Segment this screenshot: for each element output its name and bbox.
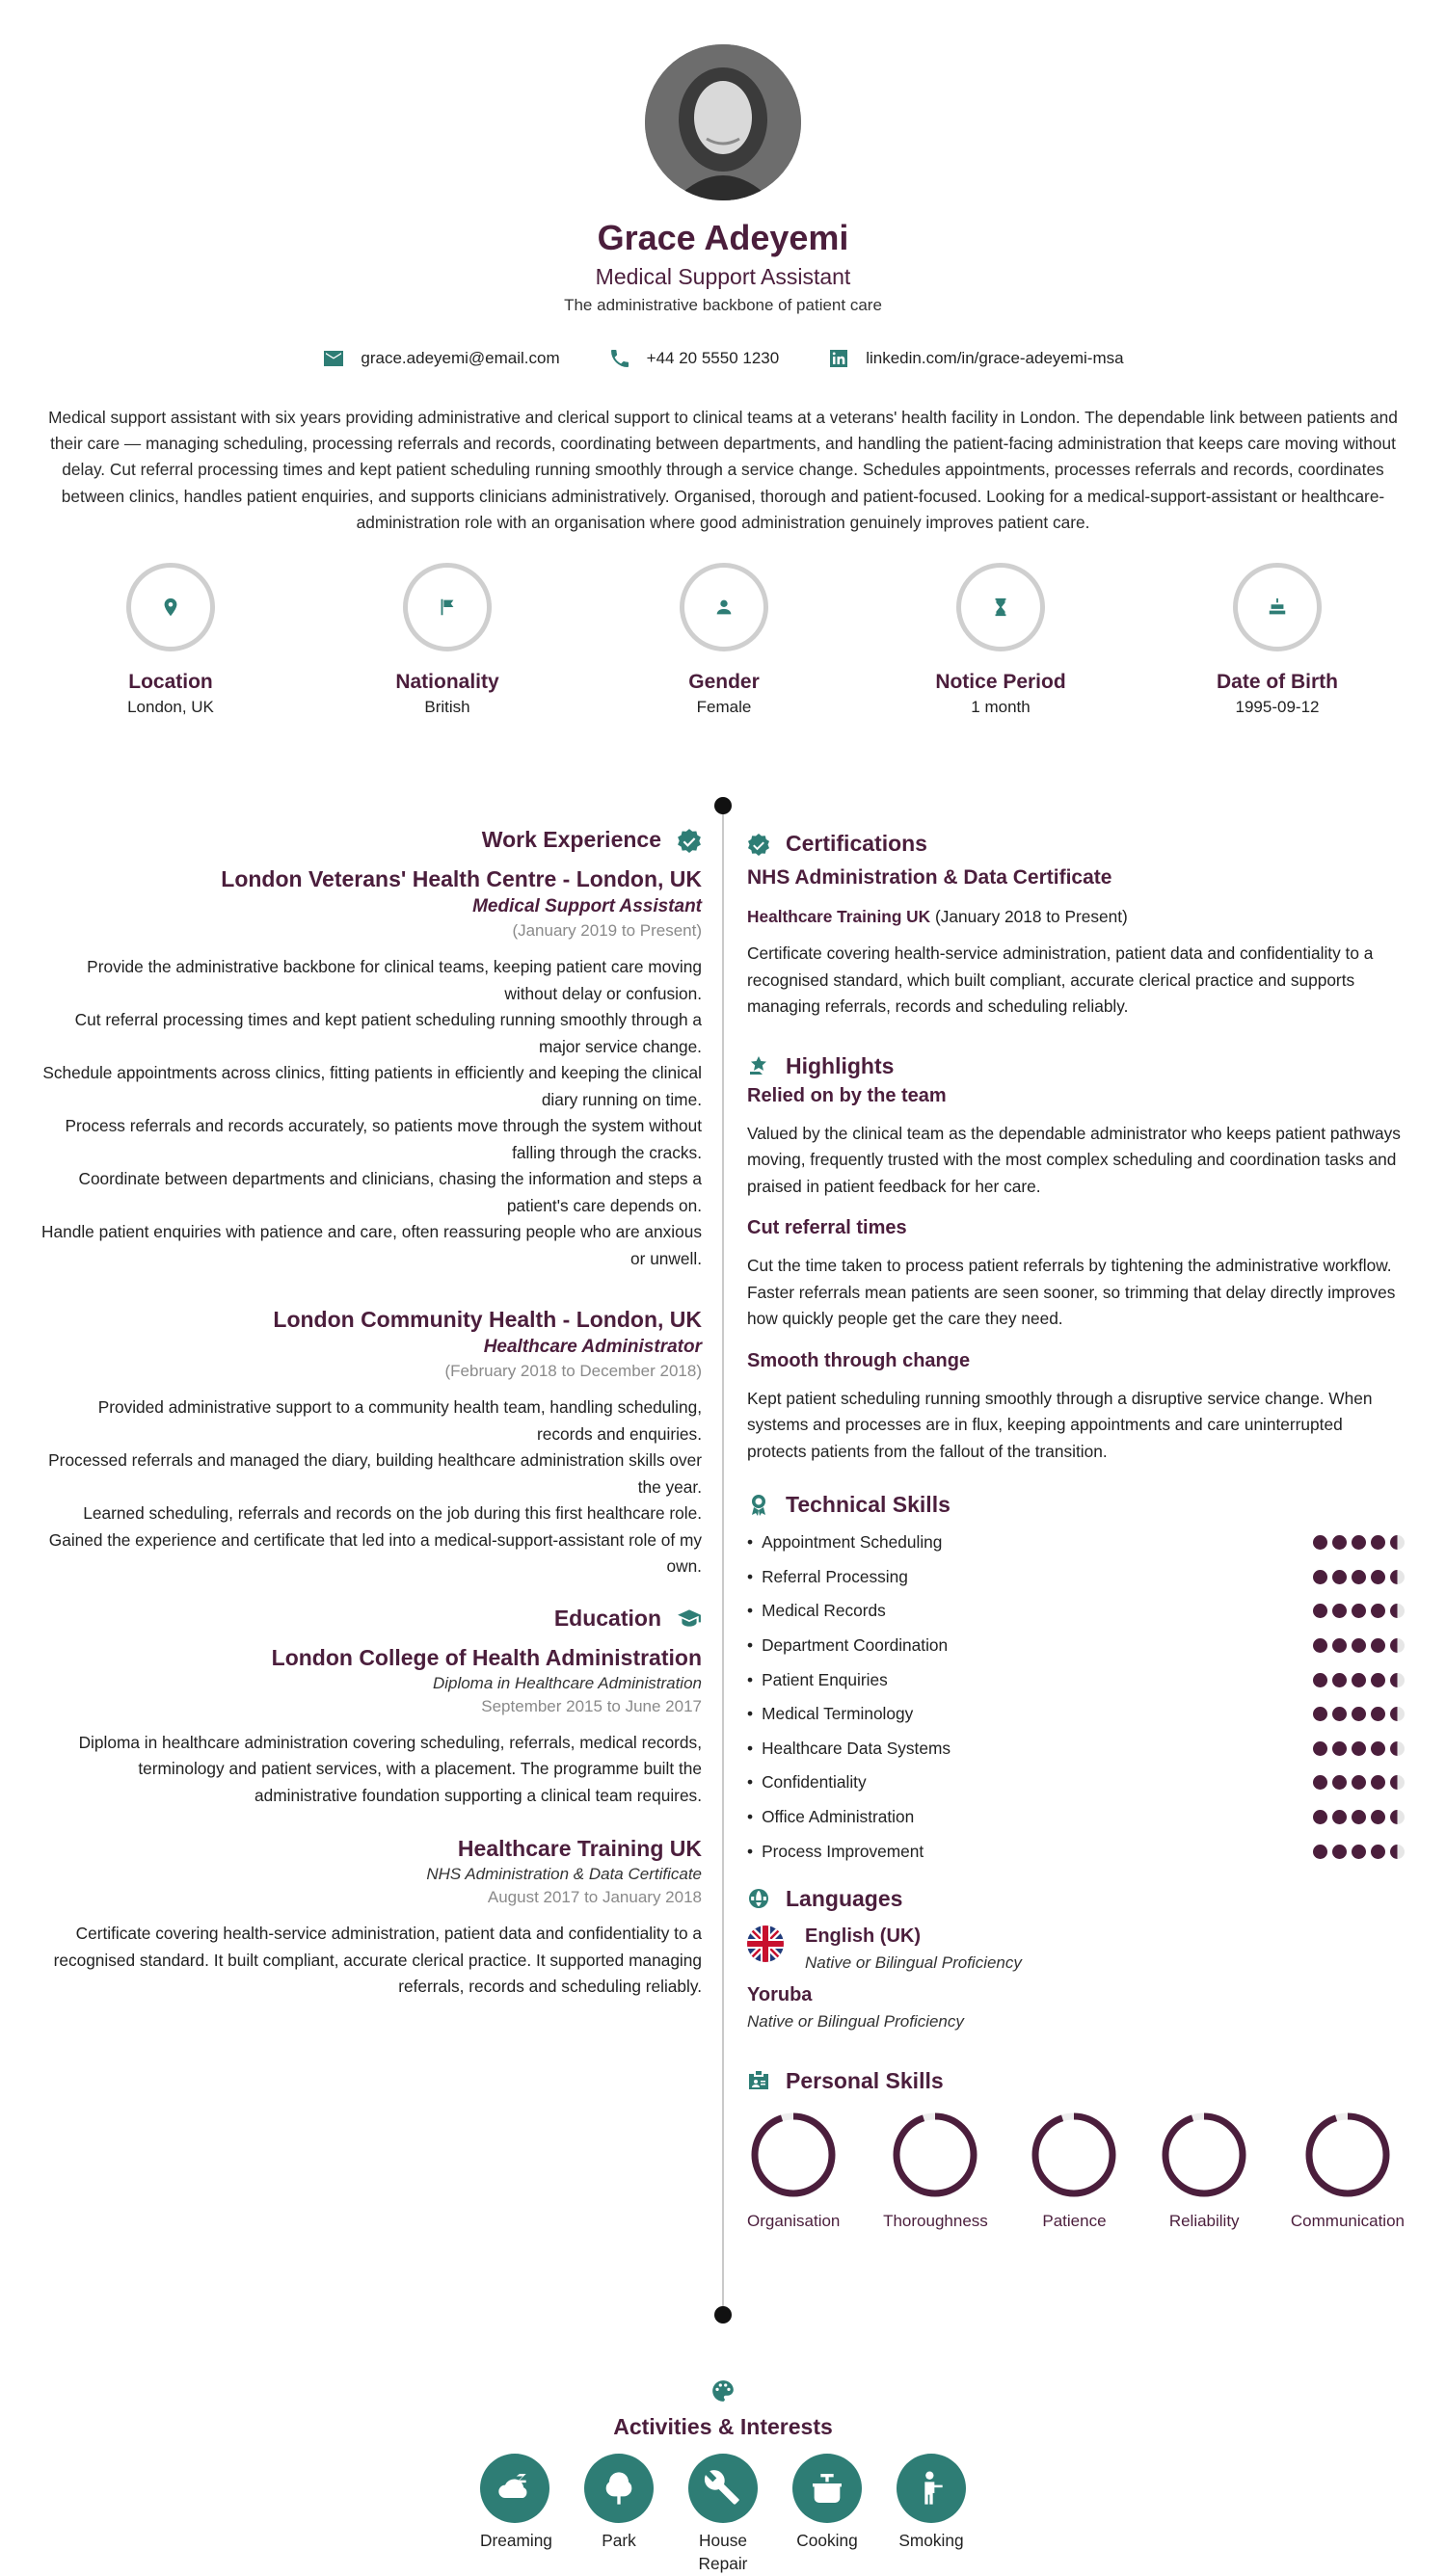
rating-dot: [1313, 1741, 1327, 1756]
technical-skills-list: [747, 1526, 1405, 1869]
right-column: [747, 831, 1405, 2231]
profile-name: Grace Adeyemi: [597, 218, 849, 257]
personal-skill: [747, 2111, 840, 2231]
skill-name: • Medical Terminology: [747, 1704, 913, 1724]
contact-bar: [0, 347, 1446, 370]
rating-dot: [1352, 1845, 1366, 1859]
award-ribbon-icon: [747, 1494, 770, 1517]
skill-row: [747, 1800, 1405, 1835]
linkedin-icon: [827, 347, 850, 370]
interest-bubble: [897, 2454, 966, 2523]
timeline-start-dot: [714, 797, 732, 814]
rating-dot: [1332, 1570, 1347, 1584]
verified-badge-icon: [677, 828, 702, 853]
interest-item: [792, 2454, 862, 2575]
flag-icon: [437, 597, 458, 618]
education-heading: [39, 1606, 702, 1632]
interests-title: Activities & Interests: [613, 2414, 833, 2439]
rating-dot: [1313, 1638, 1327, 1653]
language-level: Native or Bilingual Proficiency: [747, 2011, 964, 2031]
skill-progress-ring: [892, 2111, 978, 2198]
rating-dot: [1313, 1810, 1327, 1824]
hourglass-icon: [990, 597, 1011, 618]
rating-dot: [1352, 1673, 1366, 1687]
rating-dot: [1352, 1604, 1366, 1618]
certification-date: (January 2018 to Present): [934, 907, 1128, 926]
interest-item: [897, 2454, 966, 2575]
job-bullet: Coordinate between departments and clinicians, chasing the information and steps a patient's care depends on.: [78, 1169, 702, 1215]
rating-dot: [1313, 1845, 1327, 1859]
certification-name: NHS Administration & Data Certificate: [747, 866, 1112, 889]
rating-dot: [1352, 1535, 1366, 1550]
interest-bubble: [688, 2454, 758, 2523]
rating-dot: [1371, 1604, 1385, 1618]
section-title: Education: [553, 1605, 661, 1631]
profile-photo: [645, 44, 801, 200]
job-role: Medical Support Assistant: [472, 896, 702, 916]
education-entry: [39, 1836, 702, 2001]
progress-arc: [1035, 2116, 1112, 2193]
rating-dot: [1371, 1535, 1385, 1550]
language-name: English (UK): [805, 1925, 921, 1947]
skill-name: • Healthcare Data Systems: [747, 1739, 951, 1759]
education-entry: [39, 1645, 702, 1810]
skill-name: • Confidentiality: [747, 1772, 867, 1793]
rating-dot: [1332, 1810, 1347, 1824]
highlight-description: Cut the time taken to process patient referrals by tightening the administrative workflow. Faster referrals mean patients are seen sooner, so trimming that delay directly improves how quickly people get the care they need.: [747, 1256, 1396, 1328]
info-ring: [680, 563, 768, 651]
skill-name: • Office Administration: [747, 1807, 914, 1827]
interest-item: [688, 2454, 758, 2575]
info-ring: [403, 563, 492, 651]
skill-row: [747, 1697, 1405, 1732]
info-label: Location: [128, 671, 213, 693]
skill-rating: [1313, 1638, 1405, 1653]
interest-bubble: [584, 2454, 654, 2523]
rating-dot: [1371, 1741, 1385, 1756]
job-date: (January 2019 to Present): [512, 921, 702, 940]
phone-icon: [608, 347, 631, 370]
interest-item: [480, 2454, 552, 2575]
education-title: London College of Health Administration: [271, 1644, 702, 1670]
job-role: Healthcare Administrator: [483, 1337, 702, 1357]
job-bullet: Provide the administrative backbone for clinical teams, keeping patient care moving without delay or confusion.: [87, 957, 702, 1003]
skill-name: • Patient Enquiries: [747, 1670, 888, 1690]
skill-progress-ring: [1304, 2111, 1391, 2198]
personal-skill-label: Communication: [1290, 2211, 1405, 2230]
skill-row: [747, 1834, 1405, 1869]
personal-skills-heading: [747, 2068, 1405, 2094]
info-gender: [628, 563, 820, 717]
rating-dot: [1332, 1673, 1347, 1687]
rating-dot: [1313, 1535, 1327, 1550]
skill-name: • Medical Records: [747, 1601, 886, 1621]
info-label: Gender: [688, 671, 760, 693]
skill-name: • Process Improvement: [747, 1842, 924, 1862]
person-icon: [713, 597, 735, 618]
info-label: Nationality: [395, 671, 499, 693]
cake-icon: [1267, 597, 1288, 618]
job-bullet: Learned scheduling, referrals and records on the job during this first healthcare role.: [83, 1503, 702, 1523]
skill-rating: [1313, 1535, 1405, 1550]
skill-progress-ring: [750, 2111, 837, 2198]
language-entry: [747, 1984, 1405, 2032]
timeline-end-dot: [714, 2306, 732, 2324]
phone-text[interactable]: +44 20 5550 1230: [646, 349, 780, 367]
interests-list: [0, 2454, 1446, 2575]
left-column: [39, 827, 702, 2001]
skill-rating: [1313, 1845, 1405, 1859]
rating-dot: [1390, 1845, 1405, 1859]
progress-arc: [755, 2116, 832, 2193]
skill-row: [747, 1732, 1405, 1766]
job-bullet: Process referrals and records accurately, so patients move through the system without falling through the cracks.: [65, 1116, 702, 1162]
rating-dot: [1390, 1638, 1405, 1653]
education-subtitle: Diploma in Healthcare Administration: [432, 1673, 702, 1692]
section-title: Personal Skills: [786, 2067, 944, 2093]
rating-dot: [1390, 1535, 1405, 1550]
language-level: Native or Bilingual Proficiency: [805, 1952, 1022, 1972]
education-date: August 2017 to January 2018: [487, 1888, 702, 1906]
skill-row: [747, 1594, 1405, 1629]
rating-dot: [1390, 1775, 1405, 1790]
globe-icon: [747, 1887, 770, 1910]
rating-dot: [1352, 1638, 1366, 1653]
profile-tagline: The administrative backbone of patient care: [564, 296, 882, 314]
contact-phone[interactable]: [608, 347, 780, 370]
rating-dot: [1371, 1570, 1385, 1584]
rating-dot: [1390, 1810, 1405, 1824]
progress-arc: [1165, 2116, 1243, 2193]
interest-label: Smoking: [898, 2531, 964, 2550]
rating-dot: [1371, 1775, 1385, 1790]
interest-label: Park: [602, 2531, 636, 2550]
rating-dot: [1352, 1810, 1366, 1824]
graduation-cap-icon: [677, 1606, 702, 1631]
certification-org: Healthcare Training UK: [747, 907, 931, 926]
email-text[interactable]: grace.adeyemi@email.com: [361, 349, 560, 367]
job-bullet: Schedule appointments across clinics, fitting patients in efficiently and keeping the clinical diary running on time.: [42, 1063, 702, 1109]
interest-label: Cooking: [796, 2531, 858, 2550]
info-label: Notice Period: [935, 671, 1066, 693]
language-entry: [747, 1925, 1405, 1973]
profile-summary: Medical support assistant with six years providing administrative and clerical support to clinical teams at a veterans' health facility in London. The dependable link between patients and their care — managing scheduling, processing referrals and records, coordinating between departments, and handling the patient-facing administration that keeps care moving without delay. Cut referral processing times and kept patient scheduling running smoothly through a service change. Schedules appointments, processes referrals and records, coordinates between clinics, handles patient enquiries, and supports clinicians administratively. Organised, thorough and patient-focused. Looking for a medical-support-assistant or healthcare-administration role with an organisation where good administration genuinely improves patient care.: [48, 408, 1398, 532]
education-subtitle: NHS Administration & Data Certificate: [426, 1865, 702, 1883]
job-bullet: Processed referrals and managed the diary, building healthcare administration skills over the year.: [48, 1450, 702, 1497]
languages-heading: [747, 1886, 1405, 1912]
rating-dot: [1332, 1707, 1347, 1721]
interest-label: Dreaming: [480, 2531, 552, 2550]
contact-email[interactable]: [322, 347, 559, 370]
skill-rating: [1313, 1604, 1405, 1618]
info-value: 1995-09-12: [1235, 698, 1320, 716]
skill-row: [747, 1766, 1405, 1800]
smoking-person-icon: [912, 2469, 951, 2508]
certification-meta: [747, 907, 1405, 927]
sleeping-cloud-icon: [495, 2469, 534, 2508]
job-description: [39, 954, 702, 1272]
info-date-of-birth: [1181, 563, 1374, 717]
skill-rating: [1313, 1741, 1405, 1756]
verified-badge-icon: [747, 833, 770, 856]
rating-dot: [1352, 1741, 1366, 1756]
highlight-title: Relied on by the team: [747, 1084, 947, 1106]
job-title: London Community Health - London, UK: [273, 1307, 702, 1332]
rating-dot: [1352, 1570, 1366, 1584]
rating-dot: [1371, 1810, 1385, 1824]
info-notice-period: [904, 563, 1097, 717]
personal-skill: [1291, 2111, 1405, 2231]
work-experience-heading: [39, 827, 702, 853]
skill-name: • Department Coordination: [747, 1635, 948, 1656]
skill-row: [747, 1662, 1405, 1697]
info-ring: [126, 563, 215, 651]
info-value: British: [424, 698, 470, 716]
job-entry: [39, 1307, 702, 1580]
rating-dot: [1313, 1604, 1327, 1618]
job-description: [39, 1394, 702, 1580]
rating-dot: [1390, 1604, 1405, 1618]
rating-dot: [1332, 1604, 1347, 1618]
certification-description: Certificate covering health-service administration, patient data and confidentiality to a recognised standard, which built compliant, accurate clerical practice and supports managing referrals, records and scheduling reliably.: [747, 943, 1374, 1016]
job-entry: [39, 866, 702, 1272]
progress-arc: [1309, 2116, 1386, 2193]
job-bullet: Cut referral processing times and kept patient scheduling running smoothly through a major service change.: [74, 1010, 702, 1056]
job-bullet: Gained the experience and certificate that led into a medical-support-assistant role of my own.: [48, 1529, 702, 1576]
personal-skill-label: Organisation: [747, 2211, 841, 2230]
info-value: London, UK: [127, 698, 214, 716]
personal-skill: [883, 2111, 988, 2231]
technical-skills-heading: [747, 1492, 1405, 1518]
personal-skills-list: [747, 2111, 1405, 2231]
location-pin-icon: [160, 597, 181, 618]
rating-dot: [1313, 1775, 1327, 1790]
rating-dot: [1390, 1673, 1405, 1687]
interest-bubble: [792, 2454, 862, 2523]
mail-icon: [322, 347, 345, 370]
tree-icon: [600, 2469, 638, 2508]
job-title: London Veterans' Health Centre - London, UK: [221, 866, 702, 891]
job-date: (February 2018 to December 2018): [444, 1362, 702, 1380]
skill-progress-ring: [1031, 2111, 1117, 2198]
rating-dot: [1390, 1741, 1405, 1756]
rating-dot: [1313, 1570, 1327, 1584]
skill-rating: [1313, 1570, 1405, 1584]
info-label: Date of Birth: [1217, 671, 1338, 693]
personal-skill: [1161, 2111, 1247, 2231]
education-description: Diploma in healthcare administration covering scheduling, referrals, medical records, terminology and patient services, with a placement. The programme built the administrative foundation supporting a clinical team requires.: [78, 1732, 702, 1805]
highlight-title: Cut referral times: [747, 1217, 907, 1238]
section-title: Highlights: [786, 1052, 895, 1078]
section-title: Work Experience: [481, 827, 661, 852]
linkedin-text[interactable]: linkedin.com/in/grace-adeyemi-msa: [866, 349, 1124, 367]
job-bullet: Handle patient enquiries with patience and care, often reassuring people who are anxious or unwell.: [41, 1222, 702, 1268]
info-ring: [1233, 563, 1322, 651]
personal-skill-label: Patience: [1042, 2211, 1107, 2230]
skill-name: • Referral Processing: [747, 1567, 908, 1587]
interest-bubble: [480, 2454, 549, 2523]
personal-skill-label: Reliability: [1168, 2211, 1240, 2230]
skill-name: • Appointment Scheduling: [747, 1532, 942, 1553]
education-description: Certificate covering health-service administration, patient data and confidentiality to a recognised standard. It built compliant, accurate clerical practice. It supported managing referrals, records and scheduling reliably.: [53, 1924, 702, 1996]
info-location: [74, 563, 267, 717]
rating-dot: [1332, 1845, 1347, 1859]
skill-rating: [1313, 1775, 1405, 1790]
highlight-description: Kept patient scheduling running smoothly through a disruptive service change. When systems and processes are in flux, keeping appointments and care uninterrupted protects patients from the fallout of the transition.: [747, 1388, 1373, 1461]
profile-role: Medical Support Assistant: [595, 264, 851, 289]
skill-row: [747, 1629, 1405, 1663]
rating-dot: [1332, 1741, 1347, 1756]
skill-progress-ring: [1161, 2111, 1247, 2198]
language-name: Yoruba: [747, 1983, 813, 2005]
info-ring: [956, 563, 1045, 651]
timeline-line: [722, 806, 724, 2317]
rating-dot: [1313, 1707, 1327, 1721]
interest-item: [584, 2454, 654, 2575]
skill-row: [747, 1560, 1405, 1595]
highlight-description: Valued by the clinical team as the dependable administrator who keeps patient pathways moving, frequently trusted with the most complex scheduling and coordination tasks and praised in patient feedback for her care.: [747, 1123, 1401, 1196]
rating-dot: [1332, 1535, 1347, 1550]
star-hand-icon: [747, 1054, 770, 1077]
certifications-heading: [747, 831, 1405, 857]
info-nationality: [351, 563, 544, 717]
rating-dot: [1371, 1707, 1385, 1721]
rating-dot: [1390, 1570, 1405, 1584]
rating-dot: [1352, 1775, 1366, 1790]
progress-arc: [897, 2116, 974, 2193]
personal-skill-label: Thoroughness: [883, 2211, 988, 2230]
skill-rating: [1313, 1810, 1405, 1824]
rating-dot: [1332, 1775, 1347, 1790]
rating-dot: [1371, 1845, 1385, 1859]
uk-flag-icon: [747, 1925, 784, 1962]
skill-rating: [1313, 1707, 1405, 1721]
rating-dot: [1352, 1707, 1366, 1721]
education-date: September 2015 to June 2017: [481, 1696, 702, 1715]
rating-dot: [1390, 1707, 1405, 1721]
rating-dot: [1371, 1638, 1385, 1653]
skill-row: [747, 1526, 1405, 1560]
section-title: Certifications: [786, 831, 927, 856]
highlights-heading: [747, 1053, 1405, 1079]
contact-linkedin[interactable]: [827, 347, 1123, 370]
personal-skill: [1031, 2111, 1117, 2231]
highlight-title: Smooth through change: [747, 1349, 971, 1371]
rating-dot: [1371, 1673, 1385, 1687]
rating-dot: [1313, 1673, 1327, 1687]
info-value: 1 month: [971, 698, 1031, 716]
section-title: Technical Skills: [786, 1492, 951, 1517]
rating-dot: [1332, 1638, 1347, 1653]
section-title: Languages: [786, 1885, 903, 1911]
cooking-pot-icon: [808, 2469, 846, 2508]
interests-heading: [0, 2378, 1446, 2440]
tools-icon: [704, 2469, 742, 2508]
job-bullet: Provided administrative support to a community health team, handling scheduling, records and enquiries.: [97, 1397, 702, 1444]
id-badge-icon: [747, 2069, 770, 2092]
info-value: Female: [696, 698, 752, 716]
interest-label: House Repair: [698, 2531, 748, 2573]
palette-icon: [710, 2378, 736, 2403]
skill-rating: [1313, 1673, 1405, 1687]
education-title: Healthcare Training UK: [457, 1836, 702, 1861]
